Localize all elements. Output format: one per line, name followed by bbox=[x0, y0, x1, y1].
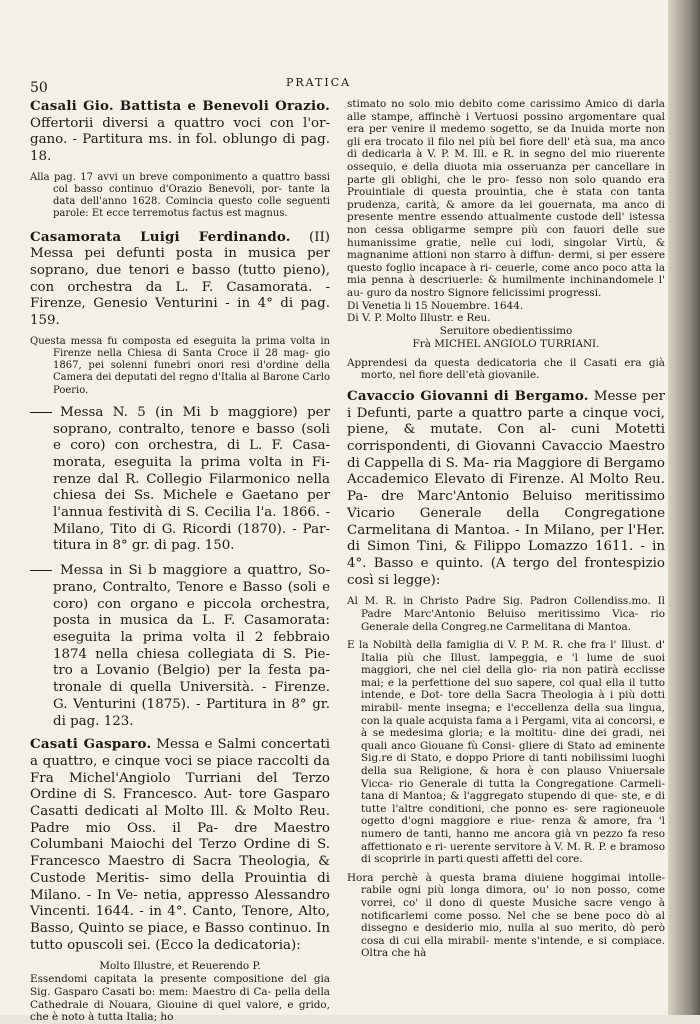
entry-text-line: netia, appresso Alessandro Vincenti. 1644. bbox=[30, 887, 330, 920]
text-line: E la Nobiltà della famiglia di V. P. M. R. che fra bbox=[347, 639, 606, 652]
text-line: me ancora già vn pezzo fa reso affettionato e ri- bbox=[361, 828, 665, 853]
quoted-text bbox=[30, 973, 330, 1023]
text-line: & amore da lei gouernata, ma anco di presente bbox=[347, 198, 665, 224]
text-line: l' Illust. d' Italia più che Illust. lampeggia, e bbox=[361, 639, 665, 664]
text-line: doppo Priore di tanti nobilissimi luoghi della sua bbox=[361, 752, 665, 778]
entry-text-line: (II) Messa pei defunti posta in musica per soprano, bbox=[30, 229, 330, 279]
entry-text-line: per l'Her. di Simon Tini, & Filippo bbox=[347, 522, 666, 555]
text-line: coro) con organo e piccola orchestra, bbox=[53, 596, 330, 612]
text-line: Di Venetia li 15 Nouembre. 1644. bbox=[347, 299, 524, 312]
text-line: renza & amore, fra 'l numero de tanti, hanno bbox=[361, 815, 665, 840]
text-line: prouintia, che è stata con tanta prudenza, carità, bbox=[347, 186, 665, 211]
text-line: mente insegna; e l'eccellenza della sua lingua, bbox=[407, 702, 665, 715]
text-line: ceuerle, come anco poco atta la mia penna à bbox=[347, 261, 665, 287]
text-line: tante la data dell'anno 1628. Comincia questo bbox=[53, 184, 330, 208]
text-line: Molto Illustre, et Reuerendo P. bbox=[99, 960, 261, 973]
quoted-text bbox=[347, 639, 665, 866]
running-header: PRATICA bbox=[286, 76, 352, 89]
text-line: prano, Contralto, Tenore e Basso (soli e bbox=[53, 579, 330, 595]
text-line: G. Venturini (1875). - Partitura in 8° gr. bbox=[53, 696, 330, 712]
text-line: dermi, si per essere questo foglio incapace à ri- bbox=[347, 249, 665, 274]
entry-text-line: Vicario Generale della Congregatione bbox=[347, 505, 665, 521]
entry-text-line: Messa e Salmi concertati a quattro, e cinque voci se piace bbox=[30, 737, 330, 769]
entry-text-line: (A tergo del frontespizio così si legge): bbox=[347, 555, 665, 588]
text-line: Questa messa fu composta ed eseguita la prima volta bbox=[30, 335, 316, 347]
text-line: scoprirle in parti questi affetti del core. bbox=[374, 853, 583, 866]
entry-heading: Casati Gasparo. bbox=[30, 736, 152, 753]
entry-text-line: Messe per i Defunti, parte a quattro parte a bbox=[347, 388, 665, 421]
entry-text-line: Ill. & Molto Reu. Padre mio Oss. il Pa- bbox=[30, 804, 330, 836]
text-line: Di V. P. Molto Illustr. e Reu. bbox=[347, 312, 491, 325]
text-line: rio Generale della Congreg.ne Carmelitana di bbox=[361, 607, 665, 633]
text-line: uerente servitore à V. M. R. P. e bramoso di bbox=[361, 840, 666, 866]
dash-rule bbox=[30, 412, 52, 413]
text-line: l'annua festività di S. Cecilia l'a. 1866. - bbox=[53, 505, 330, 521]
text-line: gio 1867, pei solenni funebri onori resi d'ordine bbox=[53, 348, 330, 372]
entry-text-line: Lomazzo 1611. - in 4°. Basso e quinto. bbox=[347, 539, 665, 571]
entry-text-line: dre Maestro Columbani Maiochi del bbox=[30, 820, 330, 853]
text-line: Apprendesi da questa dedicatoria che il Casati era bbox=[347, 356, 642, 369]
text-line: non cessa obligarme sempre più con fauori delle bbox=[347, 223, 639, 236]
text-line: di pag. 123. bbox=[53, 713, 134, 729]
entry-heading: Casali Gio. Battista e Benevoli Orazio. bbox=[30, 98, 330, 114]
text-line: ste, e di tutte l'altre conditioni, che ponno es- bbox=[361, 790, 665, 815]
quoted-text bbox=[347, 98, 665, 300]
dash-rule bbox=[30, 570, 52, 571]
catalog-entry bbox=[30, 736, 330, 954]
text-line: per cancellare in parte gli oblighi, che le pro- bbox=[347, 160, 665, 186]
entry-text-line: Offertorii diversi a quattro voci con l'or- bbox=[30, 115, 330, 131]
text-line: Sig. Gasparo Casati bo: mem: Maestro di Ca- bbox=[30, 985, 272, 998]
text-line: 'l lume de suoi maggiori, che nel ciel della glo- bbox=[361, 651, 665, 677]
left-column bbox=[30, 98, 330, 1024]
text-line: gliere di Stato ad eminente Sig.re di Stato, e bbox=[361, 739, 665, 765]
quoted-text bbox=[347, 357, 665, 382]
quoted-text bbox=[347, 595, 665, 633]
text-line: suo sapere, col qual ella il tutto intende, e Dot- bbox=[361, 676, 665, 702]
entry-text-line: Cavaccio Maestro di Cappella di S. Ma- bbox=[347, 438, 665, 471]
entry-text-line: pag. 18. bbox=[30, 132, 330, 165]
text-line: della Camera dei deputati del regno d'Italia al bbox=[53, 360, 330, 384]
text-line: morata, eseguita la prima volta in Fi- bbox=[53, 454, 330, 470]
entry-text-line: gano. - Partitura ms. in fol. oblungo di bbox=[30, 132, 296, 148]
text-line: al suo merito, dò però cosa di cui ella mirabil- bbox=[361, 922, 665, 947]
text-line: 1874 nella chiesa collegiata di S. Pie- bbox=[53, 646, 330, 662]
text-line: bene poco dò al dissegno e desiderio mio, nulla bbox=[361, 909, 665, 935]
text-line: descriuerle: & humilmente inchinandomele l' au- bbox=[347, 274, 665, 299]
entry-note bbox=[30, 172, 330, 221]
entry-text-line: orchestra da L. F. Casamorata. - Firenze, bbox=[30, 279, 330, 312]
text-line: di darla alle stampe, affinchè i Vertuosi possino bbox=[347, 98, 666, 123]
text-line: tana di Mantoa; & l'aggregato stupendo di que- bbox=[361, 790, 618, 803]
text-line: Frà MICHEL ANGIOLO TURRIANI. bbox=[412, 337, 600, 350]
text-line: eseguita la prima volta il 2 febbraio bbox=[53, 630, 330, 645]
text-line: il filo nel più bel fiore dell' età sua, ma anco di bbox=[347, 135, 665, 161]
text-line: concorsi, e à se medesima gloria; e la moltitu- bbox=[361, 714, 665, 740]
text-line: riuerente ossequio, e della diuota mia osseruanza bbox=[347, 148, 665, 173]
entry-note bbox=[30, 336, 330, 397]
entry-text-line: Terzo Ordine di S. Francesco Maestro bbox=[30, 837, 330, 870]
text-line: fesso non solo quando era Prouintiale di questa bbox=[347, 173, 665, 199]
text-line: titura in 8° gr. di pag. 150. bbox=[53, 538, 235, 554]
text-line: Hora perchè à questa brama diuiene hoggimai intolle- bbox=[347, 871, 665, 884]
text-line: ria non patirà ecclisse mai; e la perfettione del bbox=[361, 664, 665, 689]
entry-text-line: simo della Prouintia di Milano. - In Ve- bbox=[30, 870, 330, 903]
entry-text-line: cinque voci, piene, & mutate. Con al- bbox=[347, 405, 665, 438]
entry-text-line: cuni Motetti corrispondenti, di Giovanni bbox=[347, 422, 665, 454]
quoted-text bbox=[347, 872, 665, 960]
entry-text-line: Quinto se piace, e Basso continuo. In bbox=[78, 920, 330, 936]
centered-line bbox=[347, 325, 665, 351]
text-line: Essendomi capitata la presente compositione del gia bbox=[30, 973, 330, 986]
text-line: mentre essendo attualmente custode dell' istessa bbox=[397, 211, 665, 224]
text-line: argomentare qual era per venire il medemo bbox=[347, 110, 665, 136]
text-line: sere ragioneuole ogetto d'ogni maggiore e riue- bbox=[361, 802, 665, 828]
text-line: come vorrei, co' il dono di queste Musiche sacre bbox=[361, 884, 665, 909]
text-line: posta in musica da L. F. Casamorata: bbox=[53, 613, 330, 629]
entry-text-line: - in 4°. Canto, Tenore, Alto, Basso, bbox=[30, 904, 330, 936]
text-line: est magnus. bbox=[226, 208, 288, 220]
entry-text-line: due tenori e basso (tutto pieno), con bbox=[30, 263, 330, 295]
entry-text-line: tore Gasparo Casatti dedicati al Molto bbox=[30, 787, 330, 820]
text-line: Il Padre Marc'Antonio Beluiso meritissimo Vica- bbox=[361, 595, 666, 620]
text-line: stimato no solo mio debito come carissimo Amico bbox=[347, 98, 619, 110]
text-line: con la quale acquista fama a i Pergami, vita ai bbox=[361, 714, 605, 727]
catalog-entry bbox=[30, 98, 330, 166]
entry-text-line: Genesio Venturini - in 4° di pag. 159. bbox=[30, 296, 330, 329]
text-line: Virtù, & magnanime attioni non starro à diffun- bbox=[347, 236, 665, 262]
entry-text-line: di Sacra Theologia, & Custode Meritis- bbox=[30, 854, 330, 886]
page-number: 50 bbox=[30, 80, 48, 96]
text-line: Religione, & hora è con plauso Vniuersale Vicca- bbox=[361, 765, 665, 790]
catalog-entry bbox=[30, 229, 330, 330]
text-line: Messa in Si b maggiore a quattro, So- bbox=[60, 563, 330, 579]
book-gutter bbox=[668, 0, 700, 1015]
text-line: Seruitore obedientissimo bbox=[439, 324, 573, 337]
text-line: Milano, Tito di G. Ricordi (1870). - Par- bbox=[53, 521, 330, 537]
text-line: chiesa dei Ss. Michele e Gaetano per bbox=[53, 488, 330, 504]
entry-text-line: Elevato di Firenze. Al Molto Reu. Pa- bbox=[347, 472, 665, 505]
entry-heading: Cavaccio Giovanni di Bergamo. bbox=[347, 387, 589, 404]
text-line: rabile ogni più longa dimora, ou' io non posso, bbox=[361, 884, 631, 897]
text-line: bassi col basso continuo d'Orazio Benevoli, por- bbox=[53, 171, 330, 196]
entry-text-line: Carmelitana di Mantoa. - In Milano, bbox=[347, 522, 596, 538]
text-line: Messa N. 5 (in Mi b maggiore) per bbox=[60, 404, 330, 420]
text-line: vengo à notificarlemi come posso. Nel che se bbox=[361, 896, 665, 922]
text-line: pella della Cathedrale di Nouara, Giouine di quel bbox=[30, 985, 330, 1011]
text-line: sogetto, se da Inuida morte non gli era trocato bbox=[347, 123, 665, 148]
text-line: Al M. R. in Christo Padre Sig. Padron Collendiss.mo. bbox=[347, 595, 651, 608]
text-line: in Firenze nella Chiesa di Santa Croce il 28 mag- bbox=[53, 335, 330, 360]
quoted-text bbox=[347, 312, 665, 325]
entry-heading: Casamorata Luigi Ferdinando. bbox=[30, 228, 291, 245]
entry-text-line: del Terzo Ordine di S. Francesco. Aut- bbox=[30, 770, 330, 803]
text-line: tronale di quella Università. - Firenze. bbox=[53, 680, 330, 696]
text-line: mente s'intende, e si compiace. Oltra che hà bbox=[361, 934, 666, 960]
text-line: colle seguenti parole: Et ecce terremotus factus bbox=[53, 196, 330, 220]
entry-text-line: ria Maggiore di Bergamo Accademico bbox=[347, 455, 665, 488]
text-line: dedicarla à V. P. M. Ill. e R. in segno del mio bbox=[361, 148, 611, 161]
text-line: già morto, nel fiore dell'età giovanile. bbox=[361, 356, 665, 382]
text-line: Mantoa. bbox=[587, 620, 632, 633]
quoted-text bbox=[347, 300, 665, 313]
text-line: valore, e grido, che è noto à tutta Italia; ho bbox=[30, 998, 330, 1024]
text-line: rio Generale di tutta la Congregatione Carmeli- bbox=[398, 777, 665, 790]
text-line: dine dei gradi, nei quali anco Giouane fù Consi- bbox=[361, 727, 665, 752]
text-line: guro da nostro Signore felicissimi progressi. bbox=[366, 286, 602, 299]
right-column bbox=[347, 98, 665, 966]
sub-entry bbox=[30, 405, 330, 555]
text-line: Barone Carlo Poerio. bbox=[53, 372, 330, 396]
text-line: e coro) con orchestra, di L. F. Casa- bbox=[53, 438, 330, 454]
text-line: tro a Lovanio (Belgio) per la festa pa- bbox=[53, 663, 330, 679]
text-line: soprano, contralto, tenore e basso (soli bbox=[53, 421, 330, 437]
catalog-entry bbox=[347, 388, 665, 589]
entry-text-line: tutto opuscoli sei. (Ecco la dedicatoria): bbox=[30, 937, 301, 953]
sub-entry bbox=[30, 563, 330, 730]
entry-text-line: raccolti da Fra Michel'Angiolo Turriani bbox=[30, 753, 330, 786]
text-line: tore della Sacra Theologia à i più dotti mirabil- bbox=[361, 689, 665, 715]
centered-line bbox=[30, 960, 330, 973]
text-line: Alla pag. 17 avvi un breve componimento a quattro bbox=[30, 171, 300, 183]
text-line: renze dal R. Collegio Filarmonico nella bbox=[53, 471, 330, 487]
entry-text-line: dre Marc'Antonio Beluiso meritissimo bbox=[381, 489, 665, 505]
text-line: sue humanissime gratie, nelle cui lodi, singolar bbox=[347, 223, 665, 249]
